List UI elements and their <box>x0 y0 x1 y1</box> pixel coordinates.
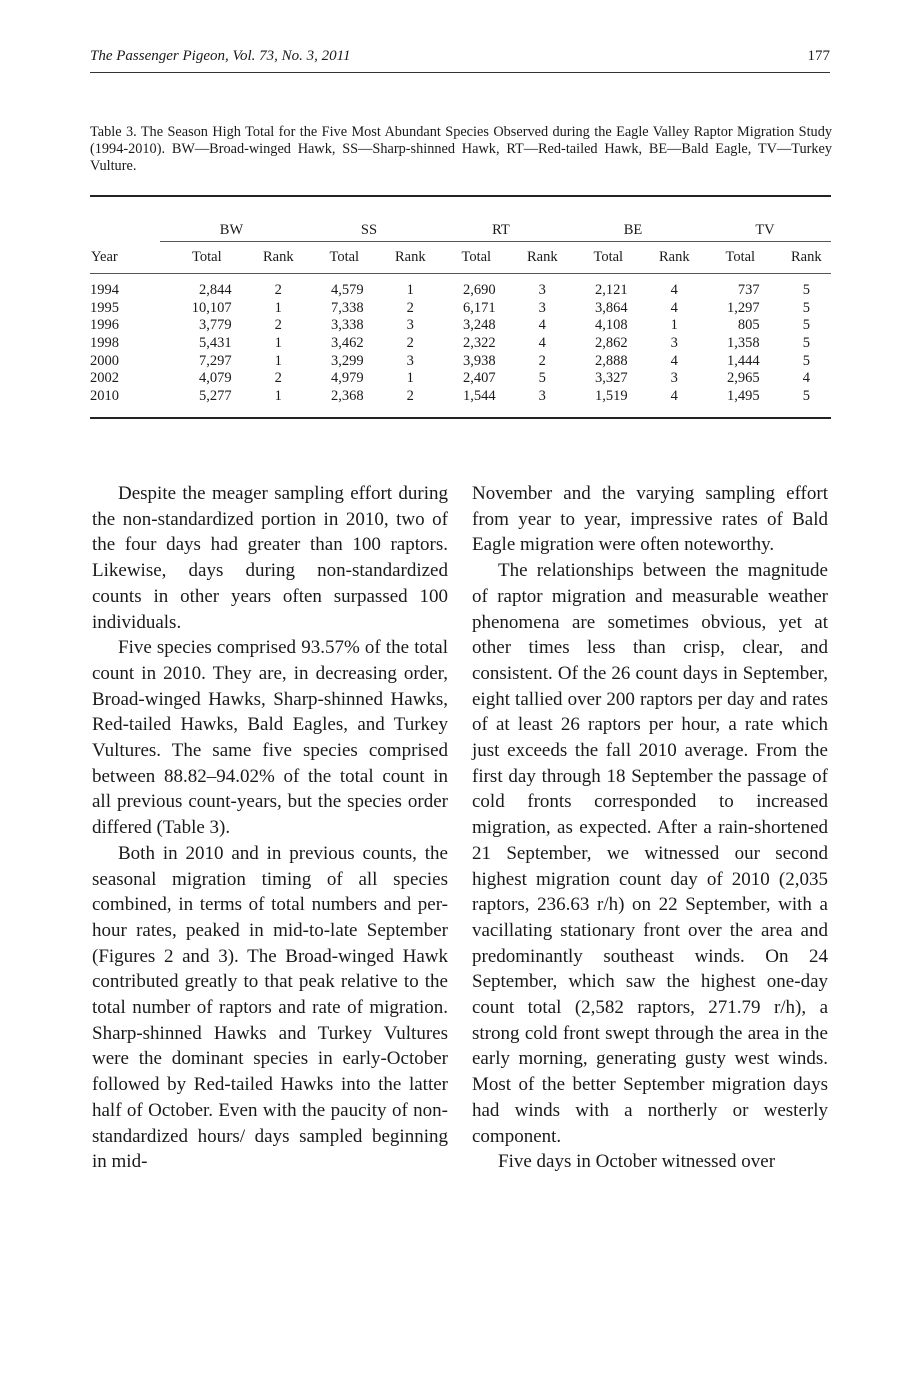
rank-cell: 4 <box>802 370 810 387</box>
left-column <box>92 481 448 1175</box>
running-head <box>90 48 830 73</box>
rank-cell: 1 <box>670 317 678 334</box>
rank-cell: 5 <box>802 387 810 404</box>
total-cell: 3,462 <box>331 335 364 352</box>
total-cell: 737 <box>737 282 760 299</box>
rank-header: Rank <box>386 242 435 274</box>
rank-header: Rank <box>650 242 699 274</box>
table-row <box>90 274 831 300</box>
year-cell: 2000 <box>90 352 119 369</box>
table-row <box>90 335 831 353</box>
total-cell: 5,277 <box>199 387 232 404</box>
total-cell: 3,938 <box>463 352 496 369</box>
total-cell: 1,495 <box>727 387 760 404</box>
rank-cell: 3 <box>406 352 414 369</box>
species-table <box>90 195 831 419</box>
year-cell: 2002 <box>90 370 119 387</box>
total-cell: 3,338 <box>331 317 364 334</box>
total-cell: 805 <box>737 317 760 334</box>
year-cell: 2010 <box>90 387 119 404</box>
paragraph-continuation: November and the varying sampling effort from year to year, impressive rates of Bald Eagle migration were often noteworthy. <box>472 483 828 556</box>
total-cell: 2,888 <box>595 352 628 369</box>
rank-cell: 5 <box>538 370 546 387</box>
total-cell: 3,299 <box>331 352 364 369</box>
total-cell: 1,544 <box>463 387 496 404</box>
total-cell: 1,358 <box>727 335 760 352</box>
rank-header: Rank <box>254 242 303 274</box>
total-header: Total <box>303 242 386 274</box>
rank-cell: 5 <box>802 299 810 316</box>
rank-cell: 3 <box>538 282 546 299</box>
rank-cell: 1 <box>274 335 282 352</box>
total-cell: 2,121 <box>595 282 628 299</box>
rank-cell: 5 <box>802 282 810 299</box>
total-header: Total <box>160 242 254 274</box>
rank-cell: 3 <box>670 335 678 352</box>
group-header-ss: SS <box>303 197 435 242</box>
table-row <box>90 370 831 388</box>
total-cell: 2,690 <box>463 282 496 299</box>
total-cell: 4,579 <box>331 282 364 299</box>
rank-cell: 1 <box>274 387 282 404</box>
rank-cell: 2 <box>538 352 546 369</box>
rank-cell: 5 <box>802 352 810 369</box>
rank-cell: 2 <box>274 317 282 334</box>
rank-cell: 3 <box>406 317 414 334</box>
total-header: Total <box>567 242 650 274</box>
group-header-rt: RT <box>435 197 567 242</box>
rank-cell: 3 <box>538 299 546 316</box>
total-cell: 2,844 <box>199 282 232 299</box>
total-header: Total <box>435 242 518 274</box>
group-header-row <box>90 197 831 242</box>
rank-cell: 5 <box>802 317 810 334</box>
table-row <box>90 388 831 418</box>
paragraph: The relationships between the magnitude of raptor migration and measurable weather phenomena are sometimes obvious, yet at other times less than crisp, clear, and consistent. Of the 26 count days in September, eight tallied over 200 raptors per day and rates of at least 26 raptors per hour, a rate which just exceeds the fall 2010 average. From the first day through 18 September the passage of cold fronts corresponded to increased migration, as expected. After a rain-shortened 21 September, we witnessed our second highest migration count day of 2010 (2,035 raptors, 236.63 r/h) on 22 September, with a vacillating stationary front over the area and predominantly southeast winds. On 24 September, which saw the highest one-day count total (2,582 raptors, 271.79 r/h), a strong cold front swept through the area in the early morning, generating gusty west winds. Most of the better September migration days had winds with a northerly or westerly component. <box>472 560 828 1147</box>
rank-cell: 1 <box>274 352 282 369</box>
total-cell: 1,297 <box>727 299 760 316</box>
total-cell: 7,297 <box>199 352 232 369</box>
total-cell: 2,862 <box>595 335 628 352</box>
paragraph: Five species comprised 93.57% of the total count in 2010. They are, in decreasing order, Broad-winged Hawks, Sharp-shinned Hawks, Red-tailed Hawks, Bald Eagles, and Turkey Vultures. The same five species comprised between 88.82–94.02% of the total count in all previous count-years, but the species order differed (Table 3). <box>92 637 448 839</box>
page-number: 177 <box>807 48 830 64</box>
total-cell: 10,107 <box>191 299 232 316</box>
table-caption: Table 3. The Season High Total for the Five Most Abundant Species Observed during the Eagle Valley Raptor Migration Study (1994-2010). BW—Broad-winged Hawk, SS—Sharp-shinned Hawk, RT—Red-tailed Hawk, BE—Bald Eagle, TV—Turkey Vulture. <box>90 124 832 174</box>
rank-header: Rank <box>518 242 567 274</box>
paragraph: Both in 2010 and in previous counts, the seasonal migration timing of all species combined, in terms of total numbers and per-hour rates, peaked in mid-to-late September (Figures 2 and 3). The Broad-winged Hawk contributed greatly to that peak relative to the total number of raptors and rate of migration. Sharp-shinned Hawks and Turkey Vultures were the dominant species in early-October followed by Red-tailed Hawks into the latter half of October. Even with the paucity of non-standardized hours/ days sampled beginning in mid- <box>92 842 448 1173</box>
total-cell: 2,322 <box>463 335 496 352</box>
year-header: Year <box>90 242 160 274</box>
rank-cell: 2 <box>406 335 414 352</box>
total-cell: 3,864 <box>595 299 628 316</box>
group-header-be: BE <box>567 197 699 242</box>
total-cell: 2,368 <box>331 387 364 404</box>
total-cell: 3,327 <box>595 370 628 387</box>
total-cell: 6,171 <box>463 299 496 316</box>
journal-citation: The Passenger Pigeon, Vol. 73, No. 3, 2011 <box>90 48 351 64</box>
year-cell: 1998 <box>90 335 119 352</box>
rank-cell: 1 <box>406 370 414 387</box>
total-cell: 7,338 <box>331 299 364 316</box>
paragraph: Despite the meager sampling effort during the non-standardized portion in 2010, two of the four days had greater than 100 raptors. Likewise, days during non-standardized counts in other years often surpassed 100 individuals. <box>92 483 448 633</box>
total-cell: 2,965 <box>727 370 760 387</box>
rank-cell: 4 <box>538 317 546 334</box>
rank-cell: 5 <box>802 335 810 352</box>
total-cell: 1,519 <box>595 387 628 404</box>
group-header-bw: BW <box>160 197 303 242</box>
rank-cell: 2 <box>406 299 414 316</box>
year-cell: 1996 <box>90 317 119 334</box>
paragraph: Five days in October witnessed over <box>498 1151 776 1173</box>
rank-cell: 4 <box>538 335 546 352</box>
rank-cell: 2 <box>274 282 282 299</box>
rank-cell: 4 <box>670 282 678 299</box>
table-bottom-rule <box>90 417 831 419</box>
rank-cell: 4 <box>670 352 678 369</box>
rank-cell: 2 <box>274 370 282 387</box>
year-cell: 1994 <box>90 282 119 299</box>
table-row <box>90 352 831 370</box>
total-cell: 4,079 <box>199 370 232 387</box>
total-cell: 2,407 <box>463 370 496 387</box>
total-cell: 4,979 <box>331 370 364 387</box>
rank-cell: 4 <box>670 299 678 316</box>
right-column <box>472 481 828 1175</box>
rank-header: Rank <box>782 242 831 274</box>
total-cell: 3,779 <box>199 317 232 334</box>
table-row <box>90 300 831 318</box>
total-cell: 1,444 <box>727 352 760 369</box>
year-cell: 1995 <box>90 299 119 316</box>
total-cell: 5,431 <box>199 335 232 352</box>
rank-cell: 3 <box>538 387 546 404</box>
rank-cell: 4 <box>670 387 678 404</box>
rank-cell: 1 <box>406 282 414 299</box>
table-body <box>90 274 831 418</box>
rank-cell: 1 <box>274 299 282 316</box>
rank-cell: 3 <box>670 370 678 387</box>
table-row <box>90 317 831 335</box>
total-cell: 3,248 <box>463 317 496 334</box>
rank-cell: 2 <box>406 387 414 404</box>
sub-header-row <box>90 242 831 274</box>
total-header: Total <box>699 242 782 274</box>
group-header-tv: TV <box>699 197 831 242</box>
total-cell: 4,108 <box>595 317 628 334</box>
year-spacer <box>90 197 160 242</box>
